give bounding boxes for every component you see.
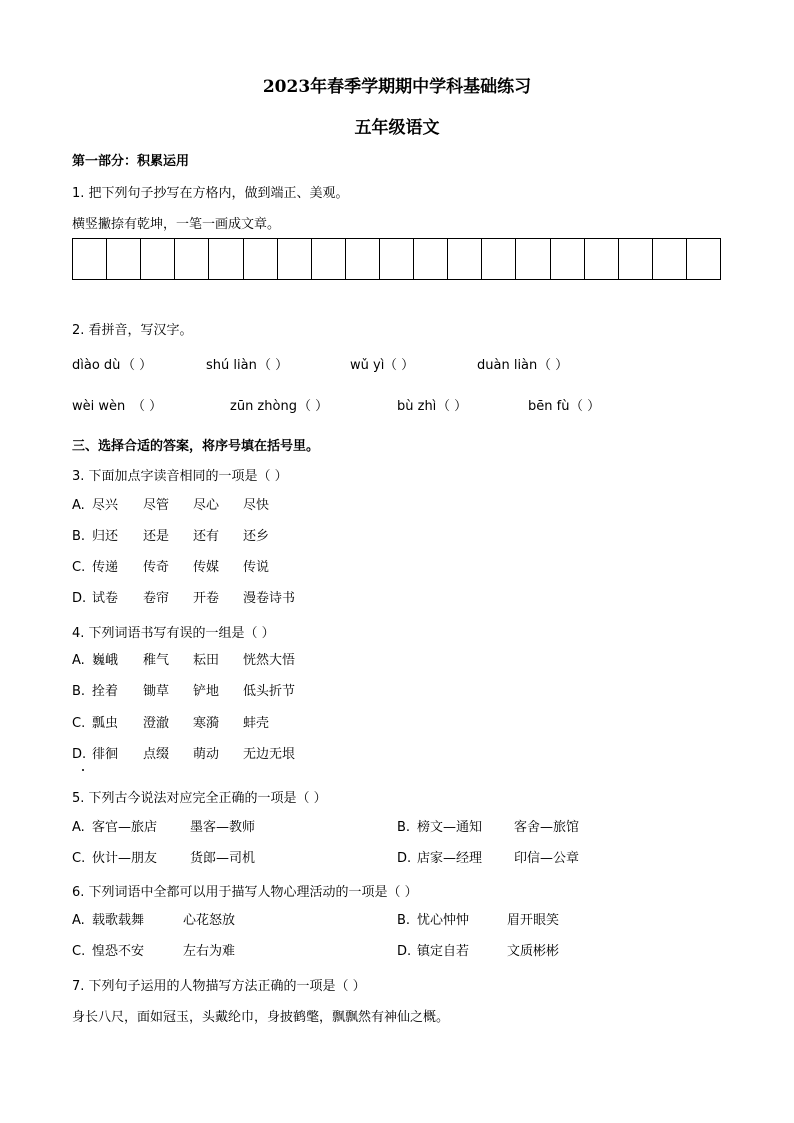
option-word: 文质彬彬	[507, 944, 560, 959]
pinyin-1: dìào dù	[72, 358, 121, 373]
option-word: 传奇	[143, 560, 170, 575]
question-7-prompt: 7. 下列句子运用的人物描写方法正确的一项是（ ）	[72, 979, 366, 994]
option-word: 铲地	[193, 684, 220, 699]
grid-cell[interactable]	[312, 239, 346, 279]
grid-cell[interactable]	[107, 239, 141, 279]
pinyin-8: bēn fù	[528, 399, 570, 414]
pinyin-2: shú liàn	[206, 358, 257, 373]
grid-cell[interactable]	[414, 239, 448, 279]
pinyin-3: wǔ yì	[350, 358, 385, 373]
option-word: 寒漪	[193, 716, 220, 731]
grid-cell[interactable]	[209, 239, 243, 279]
q4-option-c[interactable]	[0, 715, 794, 733]
q3-option-b[interactable]	[0, 528, 794, 546]
option-word: 耘田	[193, 653, 220, 668]
option-word: 萌动	[193, 747, 220, 762]
question-5-prompt: 5. 下列古今说法对应完全正确的一项是（ ）	[72, 791, 327, 806]
grid-cell[interactable]	[653, 239, 687, 279]
q3-option-d[interactable]	[0, 590, 794, 608]
question-1-sentence: 横竖撇捺有乾坤，一笔一画成文章。	[72, 217, 281, 232]
option-label: A.	[72, 498, 85, 513]
option-word: 徘徊	[92, 747, 119, 762]
pinyin-row-2	[0, 398, 794, 416]
option-word: 惶恐不安	[92, 944, 145, 959]
option-word: 瓢虫	[92, 716, 119, 731]
pinyin-row-1	[0, 357, 794, 375]
option-word: 无边无垠	[243, 747, 296, 762]
option-word: 恍然大悟	[243, 653, 296, 668]
option-word: 拴着	[92, 684, 119, 699]
option-label: D.	[72, 747, 87, 762]
grid-cell[interactable]	[448, 239, 482, 279]
answer-blank-6[interactable]: （ ）	[298, 399, 329, 414]
page-title: 2023年春季学期期中学科基础练习	[262, 77, 532, 97]
option-label[interactable]: A.	[72, 820, 85, 835]
option-word: 传说	[243, 560, 270, 575]
q4-option-a[interactable]	[0, 652, 794, 670]
option-word: 开卷	[193, 591, 220, 606]
answer-blank-5[interactable]: （ ）	[132, 399, 163, 414]
option-word: 还是	[143, 529, 170, 544]
option-word: 澄澈	[143, 716, 170, 731]
page-subtitle: 五年级语文	[354, 118, 440, 138]
question-2-prompt: 2. 看拼音，写汉字。	[72, 323, 193, 338]
grid-cell[interactable]	[244, 239, 278, 279]
option-word: 忧心忡忡	[417, 913, 470, 928]
grid-cell[interactable]	[278, 239, 312, 279]
q6-option-row-2	[0, 943, 794, 961]
option-word: 榜文—通知	[417, 820, 483, 835]
q3-option-c[interactable]	[0, 559, 794, 577]
option-word: 尽快	[243, 498, 270, 513]
option-word: 漫卷诗书	[243, 591, 296, 606]
option-word: 客官—旅店	[92, 820, 158, 835]
option-word: 试卷	[92, 591, 119, 606]
q5-option-row-1	[0, 819, 794, 837]
question-1-prompt: 1. 把下列句子抄写在方格内，做到端正、美观。	[72, 186, 349, 201]
option-label: B.	[72, 529, 86, 544]
option-word: 低头折节	[243, 684, 296, 699]
option-word: 店家—经理	[417, 851, 483, 866]
option-word: 载歌载舞	[92, 913, 145, 928]
option-word: 还有	[193, 529, 220, 544]
option-label: A.	[72, 653, 85, 668]
answer-blank-1[interactable]: （ ）	[122, 358, 153, 373]
option-label[interactable]: D.	[397, 944, 412, 959]
option-label: B.	[72, 684, 86, 699]
option-label: D.	[72, 591, 87, 606]
grid-cell[interactable]	[687, 239, 720, 279]
q5-option-row-2	[0, 850, 794, 868]
question-3-prompt: 3. 下面加点字读音相同的一项是（ ）	[72, 469, 288, 484]
grid-cell[interactable]	[516, 239, 550, 279]
grid-cell[interactable]	[141, 239, 175, 279]
option-word: 尽心	[193, 498, 220, 513]
pinyin-4: duàn liàn	[477, 358, 538, 373]
pinyin-7: bù zhì	[397, 399, 437, 414]
section-heading-part1: 第一部分：积累运用	[72, 154, 190, 169]
grid-cell[interactable]	[175, 239, 209, 279]
option-word: 心花怒放	[183, 913, 236, 928]
grid-cell[interactable]	[585, 239, 619, 279]
answer-blank-4[interactable]: （ ）	[538, 358, 569, 373]
option-label[interactable]: B.	[397, 820, 411, 835]
option-word: 货郎—司机	[190, 851, 256, 866]
grid-cell[interactable]	[380, 239, 414, 279]
question-6-prompt: 6. 下列词语中全都可以用于描写人物心理活动的一项是（ ）	[72, 885, 418, 900]
answer-blank-8[interactable]: （ ）	[570, 399, 601, 414]
pinyin-5: wèi wèn	[72, 399, 126, 414]
answer-blank-2[interactable]: （ ）	[258, 358, 289, 373]
option-label[interactable]: B.	[397, 913, 411, 928]
option-word: 稚气	[143, 653, 170, 668]
option-label[interactable]: C.	[72, 944, 86, 959]
option-label[interactable]: C.	[72, 851, 86, 866]
option-label[interactable]: D.	[397, 851, 412, 866]
option-word: 尽管	[143, 498, 170, 513]
option-word: 巍峨	[92, 653, 119, 668]
grid-cell[interactable]	[482, 239, 516, 279]
section-heading-3: 三、选择合适的答案，将序号填在括号里。	[72, 439, 320, 454]
question-4-prompt: 4. 下列词语书写有误的一组是（ ）	[72, 626, 275, 641]
question-7-sentence: 身长八尺，面如冠玉，头戴纶巾，身披鹤氅，飘飘然有神仙之概。	[72, 1010, 450, 1025]
stray-dot-mark	[82, 769, 84, 771]
option-word: 传递	[92, 560, 119, 575]
option-word: 尽兴	[92, 498, 119, 513]
option-label[interactable]: A.	[72, 913, 85, 928]
option-word: 还乡	[243, 529, 270, 544]
q4-option-d[interactable]	[0, 746, 794, 764]
grid-cell[interactable]	[619, 239, 653, 279]
option-word: 印信—公章	[514, 851, 580, 866]
option-word: 镇定自若	[417, 944, 470, 959]
option-label: C.	[72, 716, 86, 731]
grid-cell[interactable]	[73, 239, 107, 279]
option-word: 锄草	[143, 684, 170, 699]
option-word: 左右为难	[183, 944, 236, 959]
option-word: 传媒	[193, 560, 220, 575]
option-word: 蚌壳	[243, 716, 270, 731]
option-word: 卷帘	[143, 591, 170, 606]
answer-blank-3[interactable]: （ ）	[384, 358, 415, 373]
q4-option-b[interactable]	[0, 683, 794, 701]
option-word: 客舍—旅馆	[514, 820, 580, 835]
option-word: 伙计—朋友	[92, 851, 158, 866]
option-label: C.	[72, 560, 86, 575]
option-word: 点缀	[143, 747, 170, 762]
answer-blank-7[interactable]: （ ）	[437, 399, 468, 414]
q3-option-a[interactable]	[0, 497, 794, 515]
pinyin-6: zūn zhòng	[230, 399, 297, 414]
writing-grid[interactable]	[72, 238, 721, 280]
grid-cell[interactable]	[346, 239, 380, 279]
q6-option-row-1	[0, 912, 794, 930]
option-word: 墨客—教师	[190, 820, 256, 835]
option-word: 归还	[92, 529, 119, 544]
grid-cell[interactable]	[551, 239, 585, 279]
option-word: 眉开眼笑	[507, 913, 560, 928]
